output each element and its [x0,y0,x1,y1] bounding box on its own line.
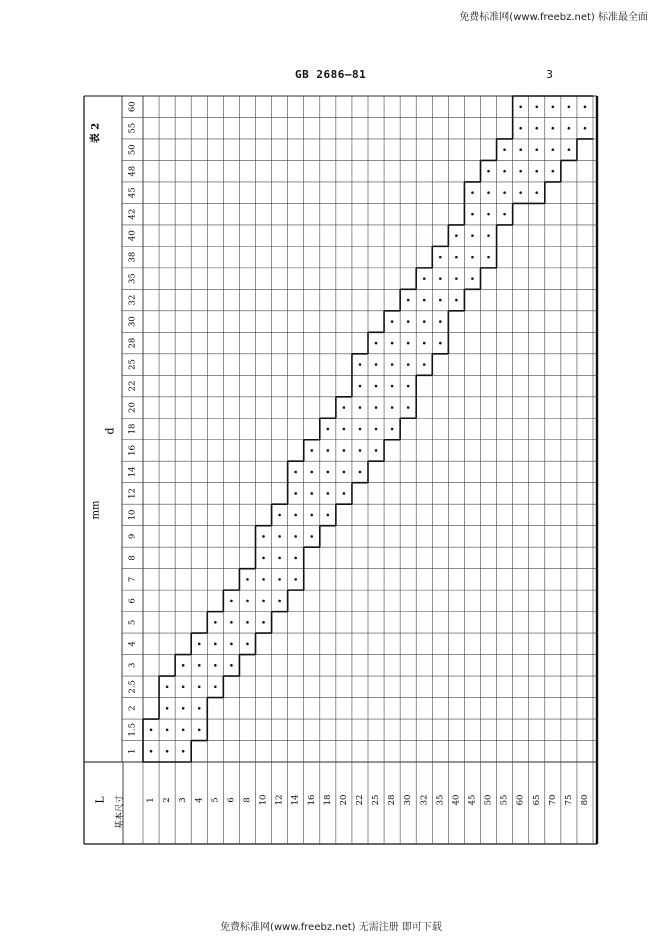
d-value-label: 4 [127,641,138,647]
fit-mark [535,170,538,173]
d-value-label: 20 [127,402,138,413]
fit-mark [471,213,474,216]
d-value-label: 42 [127,208,138,220]
fit-mark [439,256,442,259]
fit-mark [375,385,378,388]
fit-mark [471,256,474,259]
l-value-label: 75 [563,794,574,806]
fit-mark [519,148,522,151]
d-value-label: 45 [127,187,138,199]
fit-mark [246,578,249,581]
fit-mark [552,148,555,151]
fit-mark [375,428,378,431]
l-value-label: 50 [483,794,494,806]
l-value-label: 3 [178,797,189,803]
l-value-label: 25 [371,794,382,806]
l-value-label: 28 [387,794,398,806]
fit-mark [166,750,169,753]
l-value-label: 40 [451,794,462,806]
fit-mark [166,707,169,710]
d-value-label: 28 [127,337,138,349]
d-value-label: 16 [127,445,138,456]
d-value-label: 38 [127,251,138,263]
fit-mark [407,342,410,345]
d-value-label: 32 [127,294,138,306]
fit-mark [391,406,394,409]
fit-mark [343,428,346,431]
fit-mark [375,342,378,345]
fit-mark [487,170,490,173]
d-value-label: 5 [127,619,138,626]
d-value-label: 2.5 [127,680,138,694]
fit-mark [182,707,185,710]
l-value-label: 10 [258,794,269,806]
fit-mark [182,686,185,689]
fit-mark [568,105,571,108]
fit-mark [487,234,490,237]
fit-mark [487,256,490,259]
site-banner-bottom: 免费标准网(www.freebz.net) 无需注册 即可下载 [220,922,442,933]
d-value-label: 14 [127,466,138,478]
fit-mark [214,686,217,689]
fit-mark [214,664,217,667]
d-value-label: 1 [127,748,138,754]
fit-mark [214,621,217,624]
fit-mark [584,127,587,130]
fit-mark [230,600,233,603]
fit-mark [535,191,538,194]
fit-mark [310,471,313,474]
l-value-label: 8 [242,797,253,803]
l-value-label: 14 [290,794,301,806]
fit-mark [487,191,490,194]
fit-mark [407,299,410,302]
l-value-label: 18 [322,794,333,806]
fit-mark [359,428,362,431]
fit-mark [150,750,153,753]
fit-mark [359,406,362,409]
fit-mark [278,557,281,560]
fit-mark [455,299,458,302]
fit-mark [359,385,362,388]
fit-mark [391,385,394,388]
l-value-label: 35 [435,794,446,806]
d-value-label: 7 [127,576,138,583]
l-value-label: 80 [579,794,590,806]
d-value-label: 40 [127,230,138,242]
fit-mark [262,535,265,538]
page-number: 3 [546,68,553,81]
fit-mark [262,578,265,581]
fit-mark [455,234,458,237]
fit-mark [278,578,281,581]
d-value-label: 1.5 [127,723,138,737]
l-value-label: 5 [210,797,221,803]
fit-mark [262,621,265,624]
fit-mark [423,320,426,323]
fit-mark [294,535,297,538]
fit-mark [471,277,474,280]
d-value-label: 60 [127,101,138,113]
fit-mark [535,127,538,130]
fit-mark [198,707,201,710]
fit-mark [407,320,410,323]
fit-mark [150,728,153,731]
l-value-label: 70 [547,794,558,806]
d-value-label: 50 [127,144,138,156]
fit-mark [182,728,185,731]
l-value-label: 12 [274,794,285,806]
fit-mark [278,600,281,603]
fit-mark [327,514,330,517]
fit-mark [552,170,555,173]
fit-mark [519,127,522,130]
fit-mark [214,643,217,646]
standard-number: GB 2686—81 [295,68,367,81]
fit-mark [294,492,297,495]
fit-mark [310,449,313,452]
fit-mark [246,643,249,646]
fit-mark [391,363,394,366]
fit-mark [182,664,185,667]
fit-mark [423,342,426,345]
fit-mark [198,643,201,646]
fit-mark [535,105,538,108]
fit-mark [327,428,330,431]
fit-mark [407,385,410,388]
fit-mark [262,600,265,603]
fit-mark [407,363,410,366]
fit-mark [568,148,571,151]
l-value-label: 45 [467,794,478,806]
d-value-label: 48 [127,165,138,177]
fit-mark [230,643,233,646]
fit-mark [455,256,458,259]
l-value-label: 16 [306,794,317,806]
fit-mark [230,664,233,667]
fit-mark [278,514,281,517]
fit-mark [198,664,201,667]
fit-mark [343,492,346,495]
fit-mark [294,557,297,560]
fit-mark [568,127,571,130]
fit-mark [294,578,297,581]
fit-mark [552,127,555,130]
fit-mark [310,514,313,517]
fit-mark [359,449,362,452]
l-value-label: 30 [403,794,414,806]
fit-mark [503,191,506,194]
fit-mark [327,492,330,495]
d-axis-label: d [103,427,117,435]
fit-mark [471,191,474,194]
fit-mark [343,406,346,409]
d-value-label: 35 [127,273,138,285]
fit-mark [343,471,346,474]
fit-mark [439,342,442,345]
l-value-label: 60 [515,794,526,806]
fit-mark [519,105,522,108]
fit-mark [391,428,394,431]
l-value-label: 2 [162,797,173,803]
d-value-label: 2 [127,705,138,712]
fit-mark [519,191,522,194]
d-value-label: 9 [127,533,138,540]
fit-mark [375,363,378,366]
fit-mark [294,514,297,517]
d-value-label: 55 [127,122,138,134]
fit-mark [327,471,330,474]
fit-mark [230,621,233,624]
fit-mark [503,148,506,151]
fit-mark [182,750,185,753]
fit-mark [439,277,442,280]
fit-mark [262,557,265,560]
l-value-label: 55 [499,794,510,806]
fit-mark [391,320,394,323]
fit-mark [407,406,410,409]
d-value-label: 3 [127,662,138,669]
d-value-label: 30 [127,316,138,327]
fit-mark [423,299,426,302]
fit-mark [423,277,426,280]
l-value-label: 65 [531,794,542,806]
l-axis-label: L [93,796,107,804]
fit-mark [535,148,538,151]
l-value-label: 4 [194,797,205,803]
fit-mark [391,342,394,345]
l-value-label: 1 [146,797,157,803]
fit-mark [166,686,169,689]
fit-mark [487,213,490,216]
fit-mark [327,449,330,452]
fit-mark [552,105,555,108]
fit-mark [455,277,458,280]
fit-mark [439,299,442,302]
site-banner-top: 免费标准网(www.freebz.net) 标准最全面 [459,12,648,23]
fit-mark [310,535,313,538]
d-value-label: 8 [127,555,138,561]
fit-mark [166,728,169,731]
fit-mark [359,363,362,366]
fit-mark [294,471,297,474]
fit-mark [198,686,201,689]
fit-mark [423,363,426,366]
fit-mark [310,492,313,495]
d-value-label: 10 [127,509,138,521]
fit-mark [519,170,522,173]
unit-label: mm [90,500,102,520]
l-value-label: 20 [338,794,349,806]
d-value-label: 12 [127,488,138,499]
l-value-label: 32 [419,794,430,806]
fit-mark [503,170,506,173]
fit-mark [439,320,442,323]
fit-mark [584,105,587,108]
d-value-label: 6 [127,598,138,604]
fit-mark [278,535,281,538]
fit-mark [375,406,378,409]
fit-mark [198,728,201,731]
fit-mark [343,449,346,452]
fit-mark [471,234,474,237]
fit-mark [503,213,506,216]
d-value-label: 22 [127,380,138,392]
fit-mark [359,471,362,474]
fit-mark [375,449,378,452]
fit-mark [246,600,249,603]
l-value-label: 6 [226,797,237,803]
table-caption: 表 2 [90,122,102,144]
basic-size-label: 基本尺寸 [115,794,125,830]
fit-mark [246,621,249,624]
d-value-label: 25 [127,359,138,370]
d-value-label: 18 [127,423,138,435]
l-value-label: 22 [354,794,365,806]
